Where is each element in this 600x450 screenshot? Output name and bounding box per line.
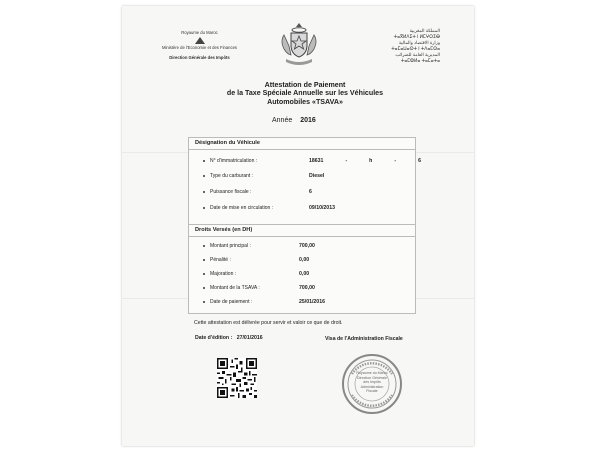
header-right-line: ⵜⴰⵎⴰⵡⴰⵙⵜ ⵏ ⵜⴷⴰⵎⵙⴰ [391, 46, 440, 51]
registration-part: 6 [418, 158, 421, 164]
registration-part: 18631 [309, 158, 324, 164]
penalty-value: 0,00 [299, 257, 310, 263]
vehicle-row-label: Type du carburant : [210, 173, 254, 179]
title-line: de la Taxe Spéciale Annuelle sur les Véhicules [226, 89, 384, 98]
bullet-icon [203, 207, 205, 209]
bullet-icon [203, 191, 205, 193]
tsava-amount-value: 700,00 [299, 285, 315, 291]
stamp-text-line: Fiscale [366, 389, 378, 394]
edition-date-value: 27/01/2016 [236, 335, 263, 341]
document-page [122, 6, 474, 446]
surcharge-value: 0,00 [299, 271, 310, 277]
fuel-type-value: Diesel [309, 173, 325, 179]
title-line: Automobiles «TSAVA» [267, 97, 343, 106]
edition-date-label: Date d'édition : [195, 335, 233, 341]
directorate-label: Direction Générale des Impôts [169, 54, 230, 60]
vehicle-row [203, 158, 257, 164]
vehicle-row-label: Puissance fiscale : [210, 189, 252, 195]
registration-value [309, 158, 443, 164]
bullet-icon [203, 273, 205, 275]
kingdom-label: Royaume du Maroc [181, 30, 218, 35]
duty-row [203, 271, 236, 277]
bullet-icon [203, 287, 205, 289]
ministry-label: Ministère de l'Economie et des Finances [161, 45, 238, 51]
header-right-line: المديرية العامة للضرائب [395, 52, 440, 57]
stamp-text-line: Direction Générale des Impôts [357, 375, 387, 385]
year-line [272, 117, 316, 124]
duties-section [188, 224, 416, 314]
duty-row-label: Pénalité : [210, 257, 231, 263]
registration-part: - [394, 158, 397, 164]
header-right-line: ⵜⴰⴳⵍⴷⵉⵜ ⵏ ⵍⵎⵖⵔⵉⴱ [393, 34, 440, 39]
official-stamp [340, 352, 404, 416]
title-line: Attestation de Paiement [264, 81, 346, 89]
bullet-icon [203, 259, 205, 261]
fiscal-power-value: 6 [309, 189, 312, 195]
edition-date [195, 335, 263, 341]
vehicle-row [203, 173, 253, 179]
header-right-line: وزارة الاقتصاد والمالية [398, 40, 440, 45]
duty-row [203, 243, 251, 249]
duties-section-heading: Droits Versés (en DH) [189, 225, 415, 237]
header-right-line: ⵜⴰⵎⵀⵍⴰ ⵜⴰⵎⴰⵜⴰ [400, 58, 440, 63]
header-left [157, 30, 242, 60]
registration-part: - [345, 158, 348, 164]
vehicle-row [203, 205, 273, 211]
duty-row [203, 257, 231, 263]
bullet-icon [203, 301, 205, 303]
registration-part: h [369, 158, 373, 164]
document-title [210, 81, 400, 106]
registration-date-value: 09/10/2013 [309, 205, 335, 211]
qr-code-icon [217, 358, 257, 398]
duty-row-label: Majoration : [210, 271, 237, 277]
duty-row [203, 285, 260, 291]
bullet-icon [203, 245, 205, 247]
coat-of-arms-icon [278, 21, 320, 67]
year-value: 2016 [300, 117, 316, 124]
payment-date-value: 25/01/2016 [299, 299, 325, 305]
vehicle-section [188, 137, 421, 225]
stamp-text [354, 371, 390, 394]
vehicle-row [203, 189, 251, 195]
stamp-text-line: Royaume du Maroc [356, 371, 388, 375]
year-label: Année [272, 117, 293, 124]
vehicle-row-label: Date de mise en circulation : [210, 205, 274, 211]
duty-row [203, 299, 252, 305]
header-right [370, 28, 440, 64]
visa-label: Visa de l'Administration Fiscale [325, 336, 403, 342]
ministry-logo-icon [195, 37, 205, 44]
duty-row-label: Montant principal : [210, 243, 251, 249]
duty-row-label: Date de paiement : [210, 299, 253, 305]
duty-row-label: Montant de la TSAVA : [210, 285, 260, 291]
bullet-icon [203, 160, 205, 162]
stamp-text-line: Administration [360, 384, 384, 389]
bullet-icon [203, 175, 205, 177]
vehicle-section-heading: Désignation du Véhicule [189, 138, 415, 150]
principal-amount-value: 700,00 [299, 243, 315, 249]
vehicle-row-label: N° d'immatriculation : [210, 158, 258, 164]
header-right-line: المملكة المغربية [409, 28, 440, 33]
validity-note: Cette attestation est délivrée pour servir et valoir ce que de droit. [194, 320, 343, 326]
